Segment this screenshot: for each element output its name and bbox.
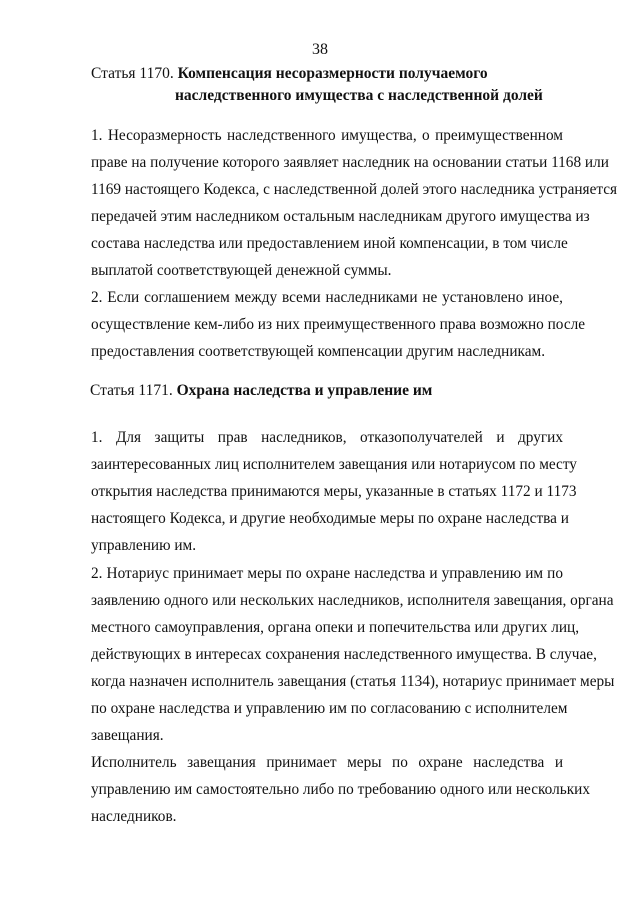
article-1170-paragraph-1 — [91, 122, 618, 284]
article-1170-title-line1: Компенсация несоразмерности получаемого — [177, 65, 488, 82]
text-line: выплатой соответствующей денежной суммы. — [91, 262, 392, 279]
article-1171-heading — [90, 381, 432, 400]
article-1170-title-line2: наследственного имущества с наследственной долей — [175, 87, 543, 104]
article-1171-paragraph-2 — [91, 560, 615, 749]
text-line: управлению им самостоятельно либо по требованию одного или нескольких — [91, 781, 590, 798]
text-line: действующих в интересах сохранения наследственного имущества. В случае, — [91, 646, 597, 663]
text-line: 1169 настоящего Кодекса, с наследственной долей этого наследника устраняется — [91, 181, 618, 198]
text-line: открытия наследства принимаются меры, указанные в статьях 1172 и 1173 — [91, 483, 577, 500]
article-1171-title: Охрана наследства и управление им — [176, 382, 433, 399]
text-line: наследников. — [91, 808, 177, 825]
article-1171-paragraph-1 — [91, 424, 577, 559]
text-line: передачей этим наследником остальным наследникам другого имущества из — [91, 208, 590, 225]
text-line: заявлению одного или нескольких наследников, исполнителя завещания, органа — [91, 592, 614, 609]
text-line: местного самоуправления, органа опеки и попечительства или других лиц, — [91, 619, 580, 636]
text-line: 1. Для защиты прав наследников, отказополучателей и других — [91, 429, 563, 446]
text-line: состава наследства или предоставлением иной компенсации, в том числе — [91, 235, 568, 252]
article-1170-paragraph-2 — [91, 284, 586, 365]
text-line: заинтересованных лиц исполнителем завещания или нотариусом по месту — [91, 456, 577, 473]
text-line: настоящего Кодекса, и другие необходимые меры по охране наследства и — [91, 510, 569, 527]
text-line: осуществление кем-либо из них преимущественного права возможно после — [91, 316, 586, 333]
text-line: управлению им. — [91, 537, 197, 554]
article-1170-prefix: Статья 1170. — [91, 65, 174, 82]
article-1170-heading — [91, 64, 488, 83]
text-line: Исполнитель завещания принимает меры по охране наследства и — [91, 754, 563, 771]
text-line: когда назначен исполнитель завещания (статья 1134), нотариус принимает меры — [91, 673, 615, 690]
text-line: 2. Если соглашением между всеми наследниками не установлено иное, — [91, 289, 563, 306]
text-line: праве на получение которого заявляет наследник на основании статьи 1168 или — [91, 154, 609, 171]
text-line: 2. Нотариус принимает меры по охране наследства и управлению им по — [91, 565, 563, 582]
page-number: 38 — [312, 41, 328, 58]
article-1171-prefix: Статья 1171. — [90, 382, 173, 399]
text-line: 1. Несоразмерность наследственного имущества, о преимущественном — [91, 127, 563, 144]
text-line: предоставления соответствующей компенсации другим наследникам. — [91, 343, 546, 360]
text-line: завещания. — [91, 727, 164, 744]
article-1171-paragraph-3 — [91, 749, 590, 830]
text-line: по охране наследства и управлению им по согласованию с исполнителем — [91, 700, 568, 717]
